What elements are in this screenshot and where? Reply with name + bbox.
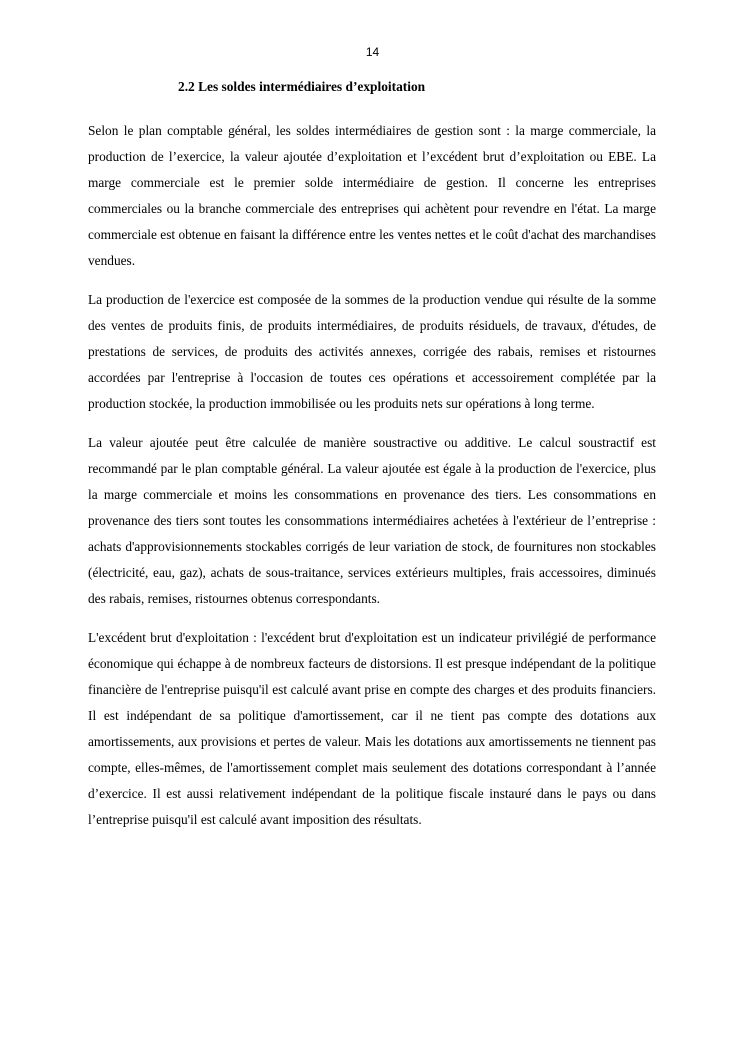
paragraph-valeur-ajoutee: La valeur ajoutée peut être calculée de manière soustractive ou additive. Le calcul soustractif est recommandé par le plan comptable général. La valeur ajoutée est égale à la production de l'exercice, plus la marge commerciale et moins les consommations en provenance des tiers. Les consommations en provenance des tiers sont toutes les consommations intermédiaires achetées à l'extérieur de l’entreprise : achats d'approvisionnements stockables corrigés de leur variation de stock, de fournitures non stockables (électricité, eau, gaz), achats de sous-traitance, services extérieurs multiples, frais accessoires, diminués des rabais, remises, ristournes obtenus correspondants. [88, 435, 656, 606]
paragraph-marge-commerciale: Selon le plan comptable général, les soldes intermédiaires de gestion sont : la marge commerciale, la production de l’exercice, la valeur ajoutée d’exploitation et l’excédent brut d’exploitation ou EBE. La marge commerciale est le premier solde intermédiaire de gestion. Il concerne les entreprises commerciales ou la branche commerciale des entreprises qui achètent pour revendre en l'état. La marge commerciale est obtenue en faisant la différence entre les ventes nettes et le coût d'achat des marchandises vendues. [88, 123, 656, 268]
paragraph-excedent-brut: L'excédent brut d'exploitation : l'excédent brut d'exploitation est un indicateur privilégié de performance économique qui échappe à de nombreux facteurs de distorsions. Il est presque indépendant de la politique financière de l'entreprise puisqu'il est calculé avant prise en compte des charges et des produits financiers. Il est indépendant de sa politique d'amortissement, car il ne tient pas compte des dotations aux amortissements, aux provisions et pertes de valeur. Mais les dotations aux amortissements ne tiennent pas compte, elles-mêmes, de l'amortissement complet mais seulement des dotations correspondant à l’année d’exercice. Il est aussi relativement indépendant de la politique fiscale instauré dans le pays ou dans l’entreprise puisqu'il est calculé avant imposition des résultats. [88, 630, 656, 827]
page-number: 14 [365, 45, 380, 59]
paragraph-production-exercice: La production de l'exercice est composée de la sommes de la production vendue qui résulte de la somme des ventes de produits finis, de produits intermédiaires, de produits résiduels, de travaux, d'études, de prestations de services, de produits des activités annexes, corrigée des rabais, remises et ristournes accordées par l'entreprise à l'occasion de toutes ces opérations et accessoirement complétée par la production stockée, la production immobilisée ou les produits nets sur opérations à long terme. [88, 292, 656, 411]
section-heading: 2.2 Les soldes intermédiaires d’exploitation [178, 79, 426, 94]
body-text [88, 118, 656, 846]
